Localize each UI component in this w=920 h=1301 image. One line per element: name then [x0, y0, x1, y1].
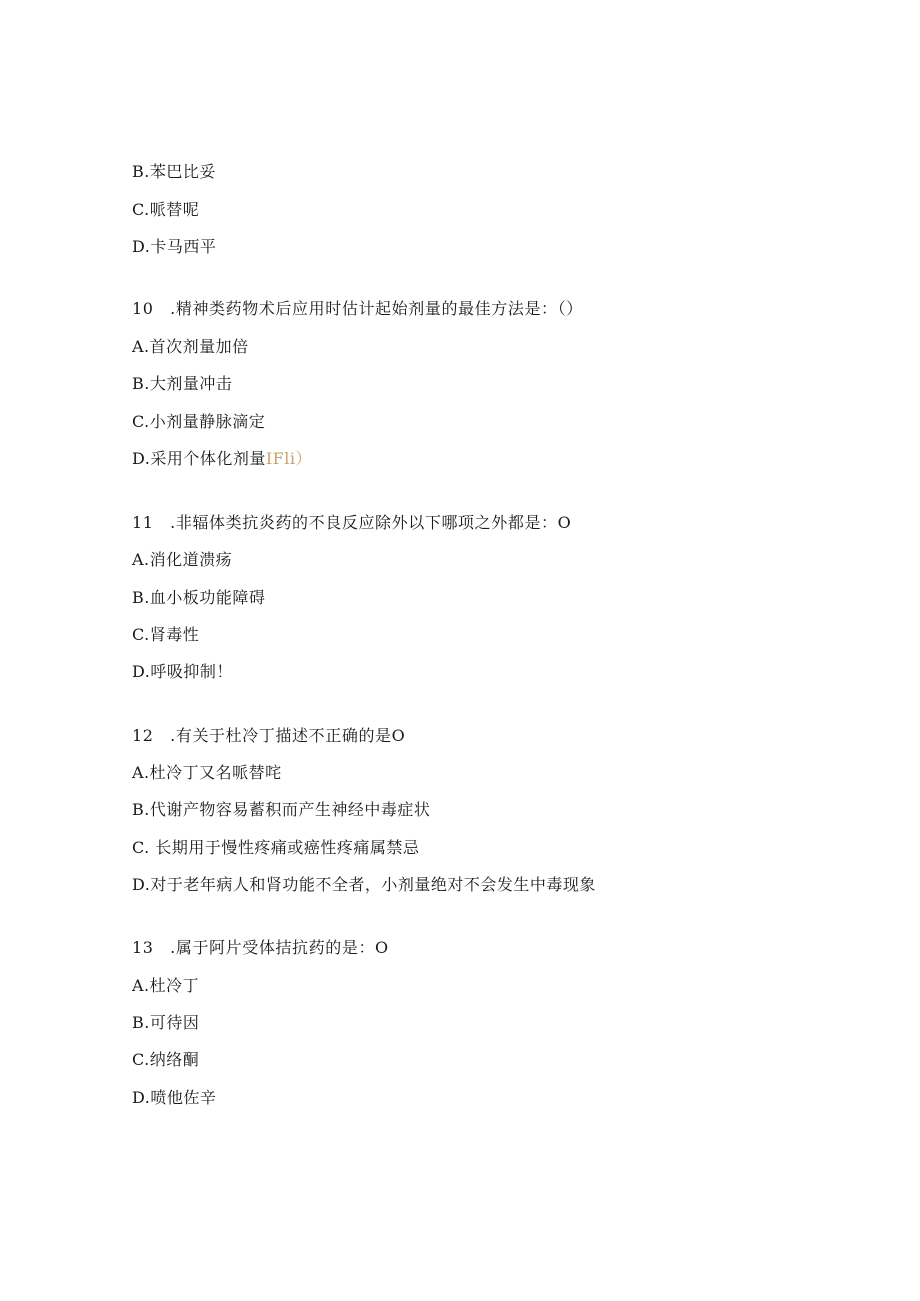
q13-question: 13 .属于阿片受体拮抗药的是：O	[132, 938, 389, 957]
q11-option-a: A.消化道溃疡	[132, 550, 233, 569]
q10-question: 10 .精神类药物术后应用时估计起始剂量的最佳方法是：（）	[132, 299, 583, 318]
q13-option-b: B.可待因	[132, 1013, 200, 1032]
q12-option-d: D.对于老年病人和肾功能不全者，小剂量绝对不会发生中毒现象	[132, 875, 596, 894]
q13-option-d: D.喷他佐辛	[132, 1088, 217, 1107]
q9-option-b: B.苯巴比妥	[132, 162, 216, 181]
q11-option-c: C.肾毒性	[132, 625, 200, 644]
q13-option-c: C.纳络酮	[132, 1050, 200, 1069]
q10-option-d	[132, 449, 312, 469]
q11-question: 11 .非辐体类抗炎药的不良反应除外以下哪项之外都是：O	[132, 513, 572, 532]
q12-question: 12 .有关于杜冷丁描述不正确的是O	[132, 726, 406, 745]
q9-option-c: C.哌替呢	[132, 200, 200, 219]
q11-option-d: D.呼吸抑制！	[132, 662, 233, 681]
q10-option-d-mark: IFli）	[265, 449, 313, 468]
q12-option-c: C. 长期用于慢性疼痛或癌性疼痛属禁忌	[132, 838, 420, 857]
q11-option-b: B.血小板功能障碍	[132, 588, 266, 607]
q12-option-a: A.杜冷丁又名哌替咤	[132, 763, 282, 782]
q10-option-c: C.小剂量静脉滴定	[132, 412, 266, 431]
q10-option-d-text: D.采用个体化剂量	[132, 449, 266, 468]
q13-option-a: A.杜冷丁	[132, 976, 200, 995]
q12-option-b: B.代谢产物容易蓄积而产生神经中毒症状	[132, 800, 431, 819]
q10-option-b: B.大剂量冲击	[132, 374, 233, 393]
q9-option-d: D.卡马西平	[132, 237, 217, 256]
q10-option-a: A.首次剂量加倍	[132, 337, 249, 356]
